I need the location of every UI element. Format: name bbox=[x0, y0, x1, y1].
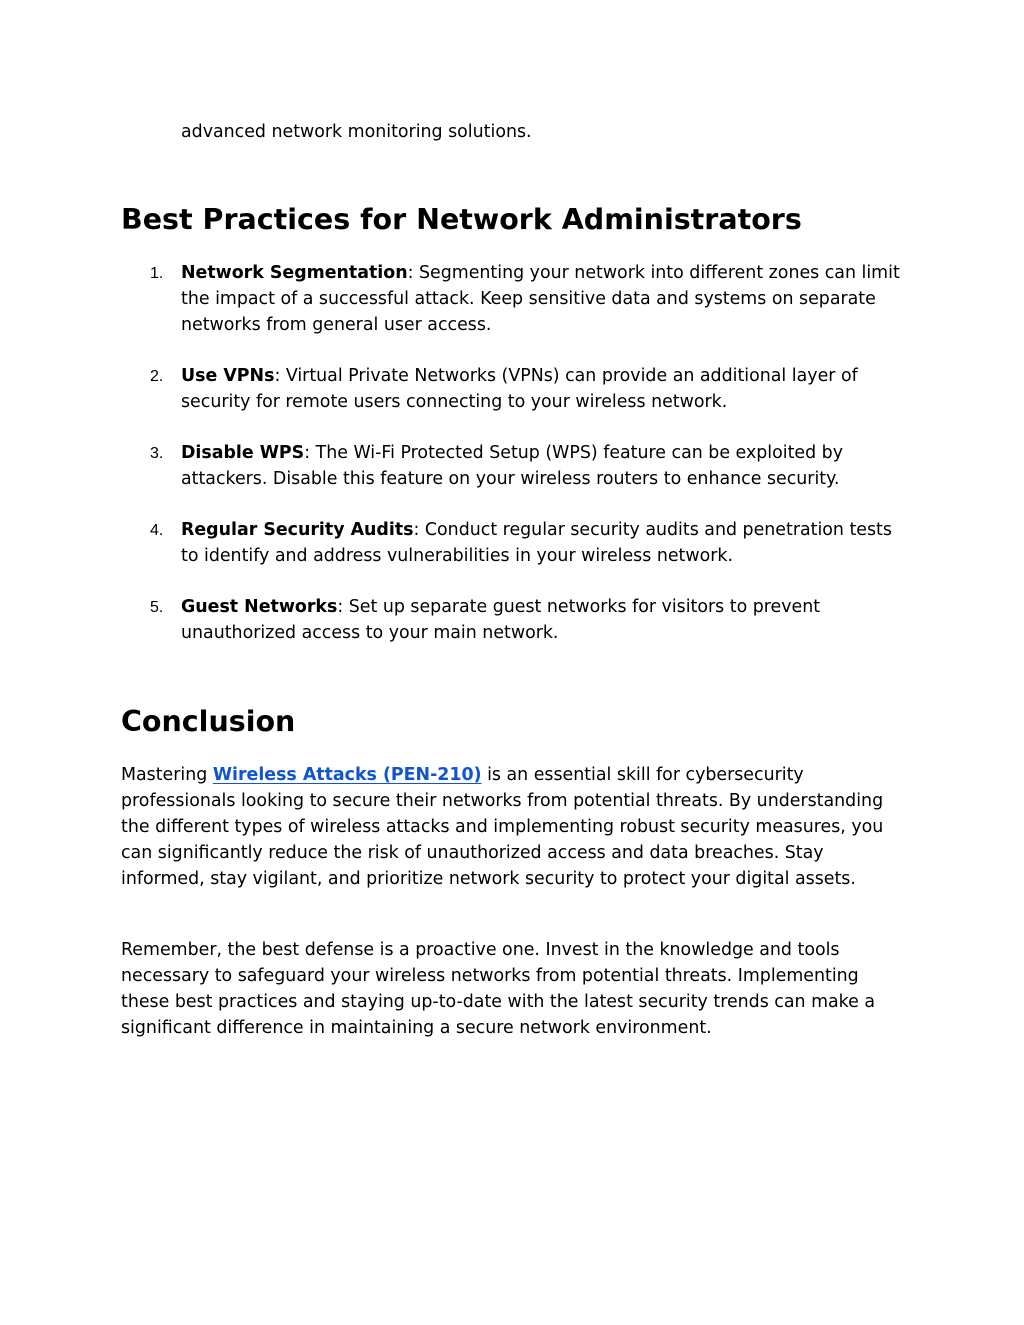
list-term: Guest Networks bbox=[181, 597, 338, 617]
list-number: 3. bbox=[150, 445, 164, 462]
paragraph-text: Mastering bbox=[121, 765, 213, 785]
list-term: Disable WPS bbox=[181, 443, 305, 463]
list-description: : Segmenting your network into different zones can limit the impact of a successful attack. Keep sensitive data and systems on separate networks from general user access. bbox=[181, 263, 900, 335]
list-description: : Set up separate guest networks for visitors to prevent unauthorized access to your main network. bbox=[181, 597, 821, 643]
list-number: 5. bbox=[150, 599, 164, 616]
list-number: 1. bbox=[150, 265, 164, 282]
conclusion-paragraph-1 bbox=[121, 762, 911, 892]
list-item bbox=[121, 440, 911, 492]
list-term: Network Segmentation bbox=[181, 263, 408, 283]
list-item bbox=[121, 363, 911, 415]
conclusion-heading: Conclusion bbox=[121, 705, 296, 738]
course-link[interactable]: Wireless Attacks (PEN-210) bbox=[212, 765, 482, 785]
paragraph-text: is an essential skill for cybersecurity professionals looking to secure their networks from potential threats. By understanding the different types of wireless attacks and implementing robust security measures, you can significantly reduce the risk of unauthorized access and data breaches. Stay informed, stay vigilant, and prioritize network security to protect your digital assets. bbox=[121, 765, 884, 889]
list-term: Regular Security Audits bbox=[181, 520, 414, 540]
list-item bbox=[121, 594, 911, 646]
intro-text: advanced network monitoring solutions. bbox=[181, 122, 532, 142]
conclusion-paragraph-2: Remember, the best defense is a proactive one. Invest in the knowledge and tools necessary to safeguard your wireless networks from potential threats. Implementing these best practices and staying up-to-date with the latest security trends can make a significant difference in maintaining a secure network environment. bbox=[121, 940, 876, 1038]
list-number: 2. bbox=[150, 368, 164, 385]
list-description: : The Wi-Fi Protected Setup (WPS) feature can be exploited by attackers. Disable this feature on your wireless routers to enhance security. bbox=[181, 443, 843, 489]
list-description: : Virtual Private Networks (VPNs) can provide an additional layer of security for remote users connecting to your wireless network. bbox=[181, 366, 858, 412]
list-number: 4. bbox=[150, 522, 164, 539]
list-term: Use VPNs bbox=[181, 366, 275, 386]
best-practices-list bbox=[121, 260, 911, 671]
list-item bbox=[121, 260, 911, 338]
list-description: : Conduct regular security audits and penetration tests to identify and address vulnerabilities in your wireless network. bbox=[181, 520, 892, 566]
list-item bbox=[121, 517, 911, 569]
best-practices-heading: Best Practices for Network Administrators bbox=[121, 203, 802, 236]
